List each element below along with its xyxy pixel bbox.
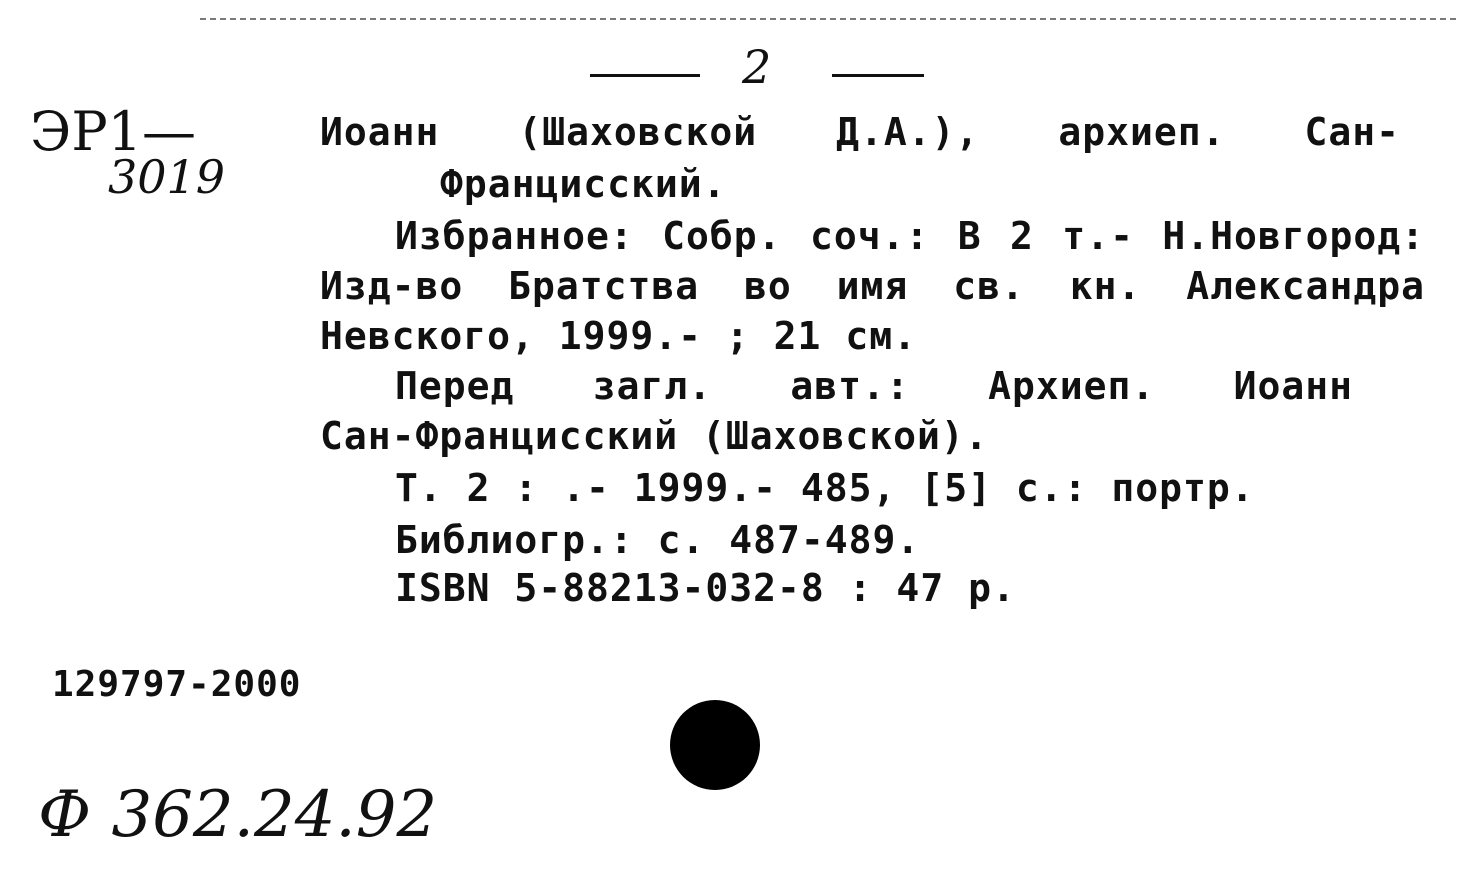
- shelf-mark-line-2: 3019: [108, 150, 226, 204]
- title-line-1: Избранное: Собр. соч.: В 2 т.- Н.Новгород:: [395, 214, 1425, 258]
- page-dash-left: [590, 74, 700, 77]
- bibliography-line: Библиогр.: с. 487-489.: [395, 518, 921, 562]
- heading-line-2: Францисский.: [440, 162, 727, 206]
- isbn-line: ISBN 5-88213-032-8 : 47 р.: [395, 566, 1016, 610]
- title-line-2: Изд-во Братства во имя св. кн. Александра: [320, 264, 1425, 308]
- title-line-3: Невского, 1999.- ; 21 см.: [320, 314, 917, 358]
- page-dash-right: [832, 74, 924, 77]
- accession-number: 129797-2000: [52, 664, 302, 705]
- heading-line-1: Иоанн (Шаховской Д.А.), архиеп. Сан-: [320, 110, 1400, 154]
- volume-line: Т. 2 : .- 1999.- 485, [5] с.: портр.: [395, 466, 1255, 510]
- page-number: 2: [742, 40, 772, 94]
- shelf-mark-line-1: ЭР1—: [30, 100, 197, 163]
- punch-hole: [670, 700, 760, 790]
- classification-code: Ф 362.24.92: [38, 778, 438, 852]
- note-line-1: Перед загл. авт.: Архиеп. Иоанн: [395, 364, 1353, 408]
- note-line-2: Сан-Францисский (Шаховской).: [320, 414, 989, 458]
- top-edge-line: [200, 18, 1458, 20]
